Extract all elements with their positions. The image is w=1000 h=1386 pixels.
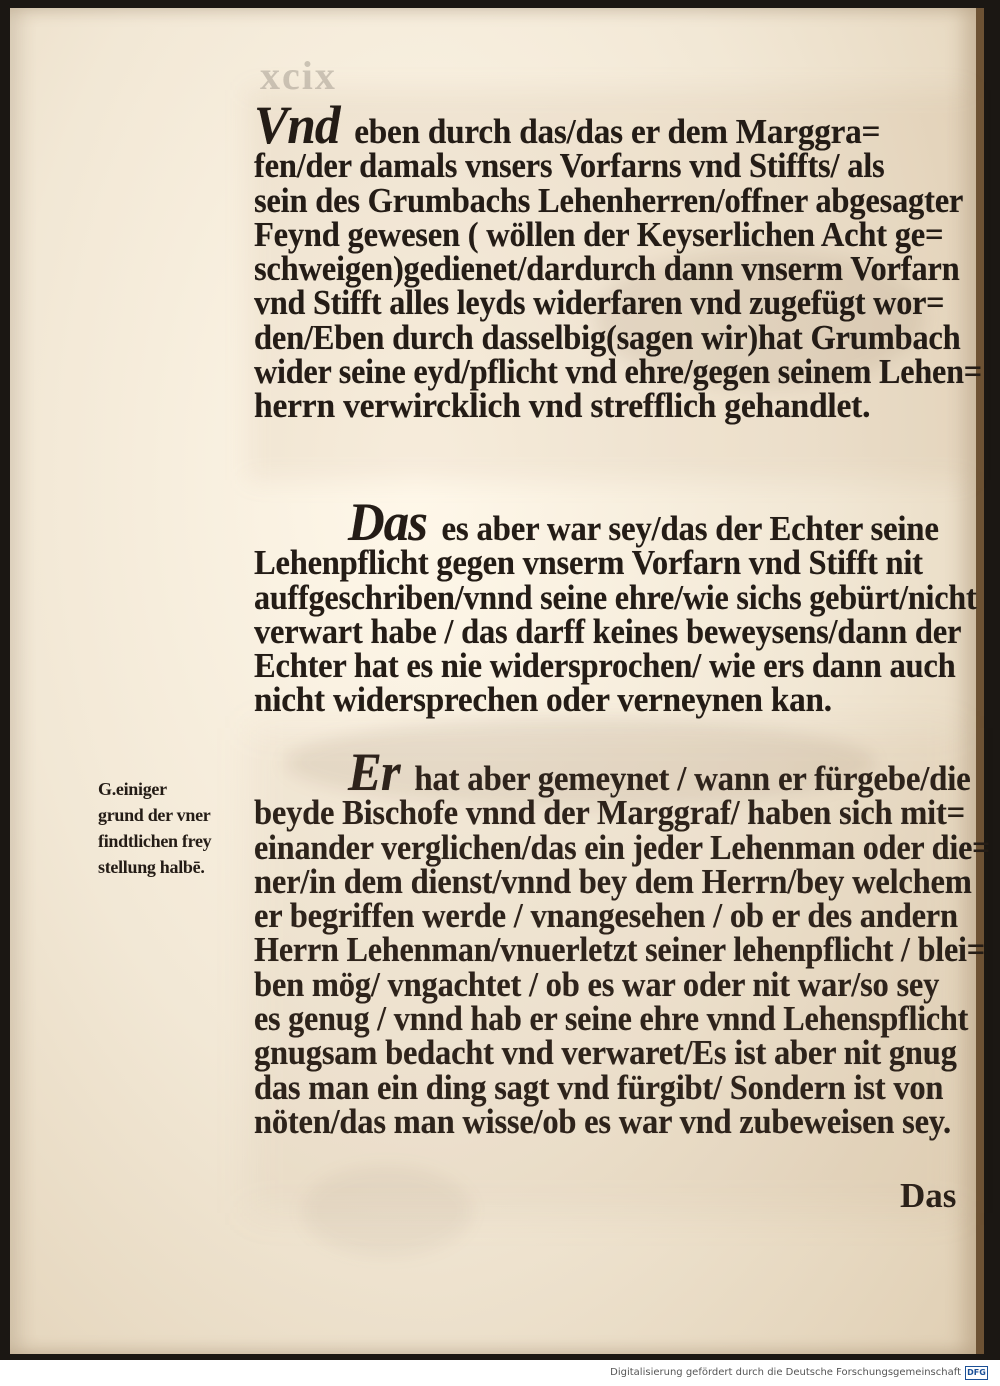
faded-folio-number: xcix	[260, 53, 337, 98]
paragraph-3-line-7: ben mög/ vngachtet / ob es war oder nit war/so sey	[254, 964, 940, 1004]
page-stain-middle	[285, 718, 875, 808]
paragraph-1-line-3: sein des Grumbachs Lehenherren/offner abgesagter	[254, 180, 964, 220]
marginal-note-line-1: G.einiger	[98, 779, 167, 799]
paragraph-1-initial: Vnd	[254, 95, 340, 155]
paragraph-3-line-10: das man ein ding sagt vnd fürgibt/ Sondern ist von	[254, 1067, 944, 1107]
paragraph-1-line-5: schweigen)gedienet/dardurch dann vnserm Vorfarn	[254, 249, 960, 289]
paragraph-1-line-1	[254, 95, 938, 155]
paragraph-2-line-1-text: es aber war sey/das der Echter seine	[441, 509, 939, 548]
marginal-note-line-3: findtlichen frey	[98, 831, 212, 851]
paragraph-3-initial: Er	[348, 742, 400, 802]
paragraph-2-initial: Das	[348, 492, 427, 552]
paragraph-2-line-1	[254, 492, 939, 552]
first-paragraph	[254, 95, 982, 426]
paragraph-2-line-5: Echter hat es nie widersprochen/ wie ers dann auch	[254, 646, 956, 686]
marginal-note-line-4: stellung halbē.	[98, 857, 205, 877]
paragraph-2-line-2: Lehenpflicht gegen vnserm Vorfarn vnd Stifft nit	[254, 543, 923, 583]
paragraph-3-line-6: Herrn Lehenman/vnuerletzt seiner lehenpflicht / blei=	[254, 930, 985, 970]
second-paragraph	[254, 492, 977, 720]
paragraph-1-line-2: fen/der damals vnsers Vorfarns vnd Stiffts/ als	[254, 146, 885, 186]
marginal-note-line-2: grund der vner	[98, 805, 211, 825]
paragraph-3-line-11: nöten/das man wisse/ob es war vnd zubeweisen sey.	[254, 1101, 951, 1141]
dfg-logo: DFG	[965, 1366, 988, 1380]
paragraph-1-line-8: wider seine eyd/pflicht vnd ehre/gegen seinem Lehen=	[254, 352, 982, 392]
paragraph-1-line-7: den/Eben durch dasselbig(sagen wir)hat Grumbach	[254, 317, 961, 357]
book-page	[10, 8, 991, 1354]
paragraph-3-line-4: ner/in dem dienst/vnnd bey dem Herrn/bey welchem	[254, 861, 972, 901]
paragraph-2-line-4: verwart habe / das darff keines beweysens/dann der	[254, 611, 962, 651]
marginal-note	[98, 776, 264, 880]
paragraph-2-line-6: nicht widersprechen oder verneynen kan.	[254, 680, 832, 720]
third-paragraph	[254, 742, 991, 1141]
paragraph-1-line-9: herrn verwircklich vnd strefflich gehandlet.	[254, 386, 871, 426]
paragraph-1-line-4: Feynd gewesen ( wöllen der Keyserlichen Acht ge=	[254, 214, 944, 254]
paragraph-3-line-2: beyde Bischofe vnnd der Marggraf/ haben sich mit=	[254, 793, 965, 833]
page-stain-lower	[302, 1166, 472, 1256]
paragraph-3-line-3: einander verglichen/das ein jeder Lehenman oder die=	[254, 827, 991, 867]
paragraph-3-line-1-text: hat aber gemeynet / wann er fürgebe/die	[414, 759, 971, 798]
paragraph-3-line-8: es genug / vnnd hab er seine ehre vnnd Lehenspflicht	[254, 999, 969, 1039]
paragraph-3-line-9: gnugsam bedacht vnd verwaret/Es ist aber nit gnug	[254, 1033, 957, 1073]
paragraph-2-line-3: auffgeschriben/vnnd seine ehre/wie sichs gebürt/nicht	[254, 577, 977, 617]
catchword: Das	[900, 1176, 957, 1215]
paragraph-3-line-1	[254, 742, 971, 802]
paragraph-1-line-1-text: eben durch das/das er dem Marggra=	[354, 112, 881, 151]
paragraph-1-line-6: vnd Stifft alles leyds widerfaren vnd zugefügt wor=	[254, 283, 945, 323]
paragraph-3-line-5: er begriffen werde / vnangesehen / ob er des andern	[254, 896, 958, 936]
digitization-credit: Digitalisierung gefördert durch die Deutsche Forschungsgemeinschaft	[610, 1367, 961, 1378]
